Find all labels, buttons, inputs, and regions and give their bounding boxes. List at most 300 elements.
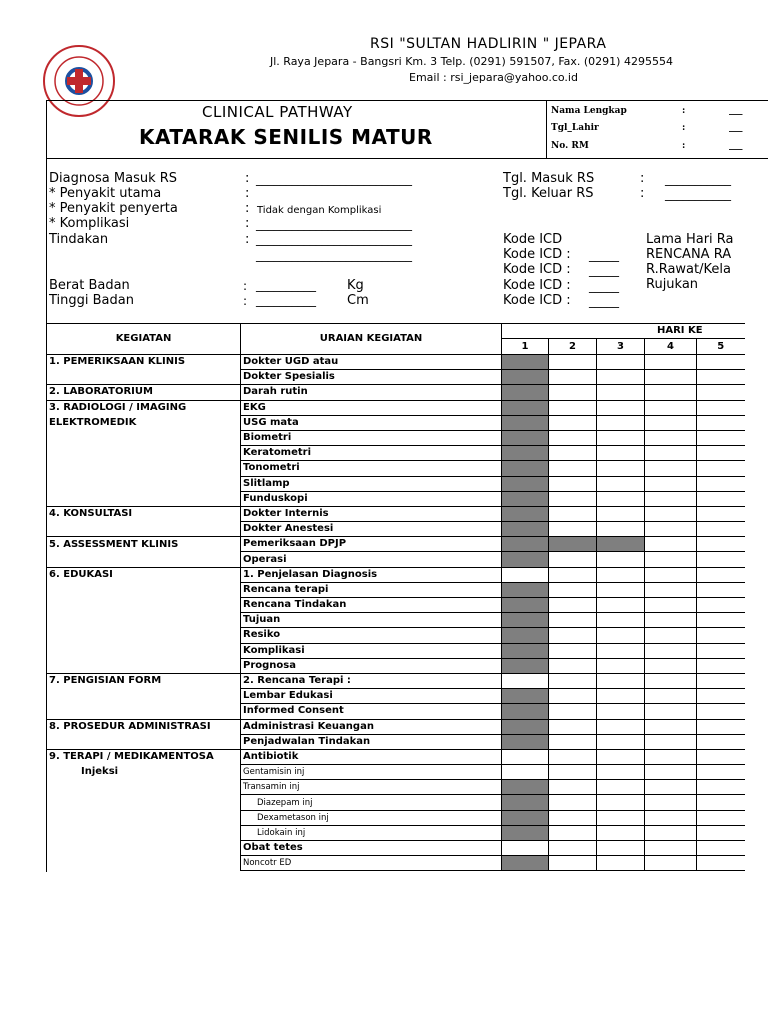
uraian-cell: Obat tetes [241,841,502,856]
table-row [47,537,745,552]
table-row [47,658,745,673]
day-4-cell[interactable] [645,795,697,810]
day-3-cell[interactable] [597,491,645,506]
table-row [47,598,745,613]
kegiatan-cell [47,446,241,461]
lama-hari-label: Lama Hari Ra [646,232,734,247]
day-3-cell[interactable] [597,355,645,370]
day-4-cell[interactable] [645,506,697,521]
day-1-cell[interactable] [502,719,549,734]
kegiatan-cell [47,628,241,643]
day-3-cell[interactable] [597,385,645,400]
kegiatan-cell: 9. TERAPI / MEDIKAMENTOSA [47,749,241,764]
day-5-cell[interactable] [697,825,745,840]
day-4-cell[interactable] [645,749,697,764]
colon: : [243,294,248,308]
kode-icd-label: Kode ICD : [503,247,571,262]
hospital-logo [42,44,116,118]
day-1-cell[interactable] [502,476,549,491]
day-2-cell[interactable] [549,385,597,400]
uraian-cell: Rencana terapi [241,582,502,597]
rawat-kelas-label: R.Rawat/Kela [646,262,731,277]
day-3-cell[interactable] [597,552,645,567]
hospital-email: Email : rsi_jepara@yahoo.co.id [409,71,578,84]
day-5-cell[interactable] [697,749,745,764]
day-4-cell[interactable] [645,613,697,628]
day-4-cell[interactable] [645,461,697,476]
table-row [47,567,745,582]
kode-icd-field[interactable]: _____ [589,248,619,262]
day-1-cell[interactable] [502,643,549,658]
day-4-cell[interactable] [645,658,697,673]
day-3-cell[interactable] [597,719,645,734]
colon: : [682,123,686,133]
kegiatan-cell: ELEKTROMEDIK [47,415,241,430]
day-5-cell[interactable] [697,415,745,430]
day-1-cell[interactable] [502,704,549,719]
day-1-cell[interactable] [502,567,549,582]
patient-name-label: Nama Lengkap [551,106,627,116]
komplikasi-field[interactable]: __________________________ [256,217,412,231]
table-row [47,522,745,537]
day-5-cell[interactable] [697,567,745,582]
colon: : [682,106,686,116]
day-2-cell[interactable] [549,780,597,795]
table-row [47,613,745,628]
uraian-cell: Biometri [241,430,502,445]
day-2-cell[interactable] [549,355,597,370]
day-4-cell[interactable] [645,400,697,415]
day-5-cell[interactable] [697,765,745,780]
day-3-cell[interactable] [597,567,645,582]
day-5-cell[interactable] [697,522,745,537]
day-3-cell[interactable] [597,810,645,825]
day-2-cell[interactable] [549,430,597,445]
table-row [47,719,745,734]
day-2-cell[interactable] [549,537,597,552]
table-row [47,643,745,658]
day-3-cell[interactable] [597,537,645,552]
day-1-cell[interactable] [502,658,549,673]
day-5-cell[interactable] [697,582,745,597]
colon: : [640,171,645,186]
uraian-cell: EKG [241,400,502,415]
hari-ke-header: HARI KE [502,324,745,339]
day-5-cell[interactable] [697,370,745,385]
kegiatan-cell [47,795,241,810]
kegiatan-cell [47,689,241,704]
day-3-cell[interactable] [597,476,645,491]
day-4-cell[interactable] [645,537,697,552]
kode-icd-label: Kode ICD : [503,262,571,277]
table-row [47,810,745,825]
day-4-cell[interactable] [645,856,697,871]
kegiatan-cell [47,810,241,825]
day-2-cell[interactable] [549,506,597,521]
kegiatan-cell [47,370,241,385]
day-2-cell[interactable] [549,582,597,597]
day-3-cell[interactable] [597,430,645,445]
day-1-cell[interactable] [502,491,549,506]
kg-unit: Kg [347,278,364,293]
uraian-cell: Funduskopi [241,491,502,506]
pathway-label: CLINICAL PATHWAY [202,103,353,121]
table-row [47,795,745,810]
day-4-cell[interactable] [645,355,697,370]
day-1-cell[interactable] [502,370,549,385]
day-2-cell[interactable] [549,704,597,719]
diagnosa-label: Diagnosa Masuk RS [49,171,178,186]
table-row [47,734,745,749]
uraian-cell: Noncotr ED [241,856,502,871]
uraian-cell: Lembar Edukasi [241,689,502,704]
day-4-cell[interactable] [645,628,697,643]
day-5-cell[interactable] [697,385,745,400]
day-5-cell[interactable] [697,643,745,658]
kegiatan-header: KEGIATAN [47,324,241,355]
day-2-cell[interactable] [549,749,597,764]
day-2-cell[interactable] [549,567,597,582]
kegiatan-cell: 5. ASSESSMENT KLINIS [47,537,241,552]
day-header-3: 3 [597,339,645,355]
tinggi-badan-field[interactable]: __________ [256,293,316,307]
day-3-cell[interactable] [597,598,645,613]
day-2-cell[interactable] [549,613,597,628]
day-2-cell[interactable] [549,689,597,704]
day-1-cell[interactable] [502,613,549,628]
day-5-cell[interactable] [697,446,745,461]
day-1-cell[interactable] [502,552,549,567]
table-row [47,749,745,764]
day-5-cell[interactable] [697,613,745,628]
day-2-cell[interactable] [549,491,597,506]
table-row [47,415,745,430]
day-4-cell[interactable] [645,704,697,719]
day-2-cell[interactable] [549,461,597,476]
day-5-cell[interactable] [697,552,745,567]
day-4-cell[interactable] [645,643,697,658]
uraian-cell: Dexametason inj [241,810,502,825]
day-4-cell[interactable] [645,719,697,734]
day-5-cell[interactable] [697,430,745,445]
day-3-cell[interactable] [597,582,645,597]
colon: : [640,186,645,201]
day-3-cell[interactable] [597,795,645,810]
day-1-cell[interactable] [502,628,549,643]
tindakan-field[interactable]: __________________________ [256,232,412,246]
kegiatan-cell: 2. LABORATORIUM [47,385,241,400]
day-5-cell[interactable] [697,400,745,415]
day-2-cell[interactable] [549,825,597,840]
day-5-cell[interactable] [697,841,745,856]
rencana-label: RENCANA RA [646,247,732,262]
day-1-cell[interactable] [502,795,549,810]
uraian-cell: Penjadwalan Tindakan [241,734,502,749]
day-3-cell[interactable] [597,506,645,521]
day-4-cell[interactable] [645,734,697,749]
uraian-cell: Prognosa [241,658,502,673]
kode-icd-field[interactable]: _____ [589,263,619,277]
table-row [47,689,745,704]
kode-icd-field[interactable]: _____ [589,279,619,293]
day-2-cell[interactable] [549,552,597,567]
day-5-cell[interactable] [697,491,745,506]
day-3-cell[interactable] [597,734,645,749]
berat-badan-label: Berat Badan [49,278,130,293]
day-3-cell[interactable] [597,613,645,628]
kode-icd-field[interactable]: _____ [589,294,619,308]
day-4-cell[interactable] [645,825,697,840]
day-4-cell[interactable] [645,430,697,445]
day-3-cell[interactable] [597,370,645,385]
uraian-cell: Lidokain inj [241,825,502,840]
day-5-cell[interactable] [697,673,745,688]
table-row [47,370,745,385]
day-5-cell[interactable] [697,506,745,521]
kegiatan-cell: 3. RADIOLOGI / IMAGING [47,400,241,415]
table-row [47,825,745,840]
title-divider [546,100,547,158]
tgl-masuk-field[interactable]: ___________ [665,172,731,186]
day-3-cell[interactable] [597,765,645,780]
kegiatan-cell: Injeksi [47,765,241,780]
day-3-cell[interactable] [597,658,645,673]
kegiatan-cell [47,825,241,840]
day-3-cell[interactable] [597,689,645,704]
table-row [47,673,745,688]
colon: : [245,216,250,231]
uraian-cell: Rencana Tindakan [241,598,502,613]
day-4-cell[interactable] [645,765,697,780]
uraian-cell: Tujuan [241,613,502,628]
cm-unit: Cm [347,293,369,308]
table-row [47,385,745,400]
day-3-cell[interactable] [597,461,645,476]
day-1-cell[interactable] [502,415,549,430]
day-5-cell[interactable] [697,476,745,491]
day-2-cell[interactable] [549,415,597,430]
day-2-cell[interactable] [549,446,597,461]
berat-badan-field[interactable]: __________ [256,278,316,292]
day-2-cell[interactable] [549,658,597,673]
uraian-cell: Administrasi Keuangan [241,719,502,734]
kegiatan-cell [47,734,241,749]
day-5-cell[interactable] [697,689,745,704]
day-header-4: 4 [645,339,697,355]
day-1-cell[interactable] [502,355,549,370]
day-2-cell[interactable] [549,370,597,385]
kegiatan-cell [47,658,241,673]
day-4-cell[interactable] [645,673,697,688]
day-1-cell[interactable] [502,841,549,856]
day-4-cell[interactable] [645,491,697,506]
uraian-cell: Dokter UGD atau [241,355,502,370]
day-5-cell[interactable] [697,704,745,719]
day-2-cell[interactable] [549,734,597,749]
day-4-cell[interactable] [645,567,697,582]
day-2-cell[interactable] [549,476,597,491]
uraian-cell: Dokter Spesialis [241,370,502,385]
colon: : [245,186,250,201]
table-row [47,780,745,795]
day-4-cell[interactable] [645,689,697,704]
day-5-cell[interactable] [697,628,745,643]
patient-dob-field[interactable]: ___ [729,123,743,133]
kegiatan-cell [47,598,241,613]
day-2-cell[interactable] [549,400,597,415]
day-2-cell[interactable] [549,673,597,688]
uraian-cell: Dokter Internis [241,506,502,521]
day-3-cell[interactable] [597,446,645,461]
day-3-cell[interactable] [597,415,645,430]
day-1-cell[interactable] [502,400,549,415]
tgl-masuk-label: Tgl. Masuk RS [503,171,595,186]
day-5-cell[interactable] [697,598,745,613]
day-5-cell[interactable] [697,658,745,673]
day-1-cell[interactable] [502,765,549,780]
uraian-cell: Informed Consent [241,704,502,719]
kegiatan-cell: 4. KONSULTASI [47,506,241,521]
kegiatan-cell [47,476,241,491]
day-3-cell[interactable] [597,673,645,688]
day-3-cell[interactable] [597,825,645,840]
kegiatan-cell [47,522,241,537]
day-5-cell[interactable] [697,734,745,749]
day-4-cell[interactable] [645,780,697,795]
day-5-cell[interactable] [697,537,745,552]
patient-name-field[interactable]: ___ [729,106,743,116]
day-3-cell[interactable] [597,522,645,537]
day-4-cell[interactable] [645,552,697,567]
table-row [47,400,745,415]
day-2-cell[interactable] [549,795,597,810]
uraian-cell: Darah rutin [241,385,502,400]
patient-rm-field[interactable]: ___ [729,141,743,151]
day-1-cell[interactable] [502,506,549,521]
penyakit-penyerta-label: * Penyakit penyerta [49,201,178,216]
day-3-cell[interactable] [597,856,645,871]
kegiatan-cell [47,430,241,445]
day-2-cell[interactable] [549,841,597,856]
day-5-cell[interactable] [697,355,745,370]
day-4-cell[interactable] [645,841,697,856]
day-1-cell[interactable] [502,446,549,461]
penyakit-utama-label: * Penyakit utama [49,186,162,201]
uraian-cell: Slitlamp [241,476,502,491]
day-4-cell[interactable] [645,385,697,400]
uraian-header: URAIAN KEGIATAN [241,324,502,355]
day-4-cell[interactable] [645,415,697,430]
day-5-cell[interactable] [697,795,745,810]
patient-dob-label: Tgl_Lahir [551,123,599,133]
tindakan-label: Tindakan [49,232,109,247]
table-row [47,552,745,567]
day-3-cell[interactable] [597,841,645,856]
kegiatan-cell: 8. PROSEDUR ADMINISTRASI [47,719,241,734]
day-2-cell[interactable] [549,765,597,780]
title-top-border [46,100,768,101]
day-1-cell[interactable] [502,582,549,597]
day-3-cell[interactable] [597,400,645,415]
day-3-cell[interactable] [597,749,645,764]
kegiatan-cell [47,461,241,476]
day-3-cell[interactable] [597,780,645,795]
day-1-cell[interactable] [502,598,549,613]
day-1-cell[interactable] [502,430,549,445]
tgl-keluar-field[interactable]: ___________ [665,187,731,201]
day-2-cell[interactable] [549,810,597,825]
day-2-cell[interactable] [549,522,597,537]
day-1-cell[interactable] [502,537,549,552]
uraian-cell: Keratometri [241,446,502,461]
kegiatan-cell [47,841,241,856]
day-1-cell[interactable] [502,461,549,476]
uraian-cell: Tonometri [241,461,502,476]
day-1-cell[interactable] [502,825,549,840]
day-5-cell[interactable] [697,719,745,734]
tindakan-field-2[interactable]: __________________________ [256,248,412,262]
day-2-cell[interactable] [549,856,597,871]
day-4-cell[interactable] [645,810,697,825]
day-1-cell[interactable] [502,689,549,704]
day-1-cell[interactable] [502,856,549,871]
day-4-cell[interactable] [645,446,697,461]
diagnosa-field[interactable]: __________________________ [256,172,412,186]
table-row [47,841,745,856]
day-2-cell[interactable] [549,719,597,734]
kegiatan-cell [47,780,241,795]
table-row [47,430,745,445]
day-1-cell[interactable] [502,810,549,825]
uraian-cell: Operasi [241,552,502,567]
day-1-cell[interactable] [502,749,549,764]
day-4-cell[interactable] [645,476,697,491]
day-2-cell[interactable] [549,643,597,658]
day-4-cell[interactable] [645,582,697,597]
day-4-cell[interactable] [645,370,697,385]
day-5-cell[interactable] [697,780,745,795]
day-3-cell[interactable] [597,628,645,643]
day-1-cell[interactable] [502,385,549,400]
day-4-cell[interactable] [645,598,697,613]
kegiatan-cell [47,491,241,506]
kegiatan-cell: 6. EDUKASI [47,567,241,582]
kegiatan-cell [47,582,241,597]
day-4-cell[interactable] [645,522,697,537]
day-2-cell[interactable] [549,628,597,643]
day-5-cell[interactable] [697,461,745,476]
table-row [47,765,745,780]
kegiatan-cell [47,856,241,871]
day-3-cell[interactable] [597,643,645,658]
day-5-cell[interactable] [697,810,745,825]
day-1-cell[interactable] [502,734,549,749]
uraian-cell: USG mata [241,415,502,430]
day-3-cell[interactable] [597,704,645,719]
kegiatan-cell [47,643,241,658]
day-1-cell[interactable] [502,522,549,537]
table-row [47,476,745,491]
table-row [47,446,745,461]
rujukan-label: Rujukan [646,277,699,292]
day-header-1: 1 [502,339,549,355]
day-1-cell[interactable] [502,780,549,795]
day-5-cell[interactable] [697,856,745,871]
kode-icd-label: Kode ICD : [503,278,571,293]
day-2-cell[interactable] [549,598,597,613]
day-1-cell[interactable] [502,673,549,688]
day-header-2: 2 [549,339,597,355]
